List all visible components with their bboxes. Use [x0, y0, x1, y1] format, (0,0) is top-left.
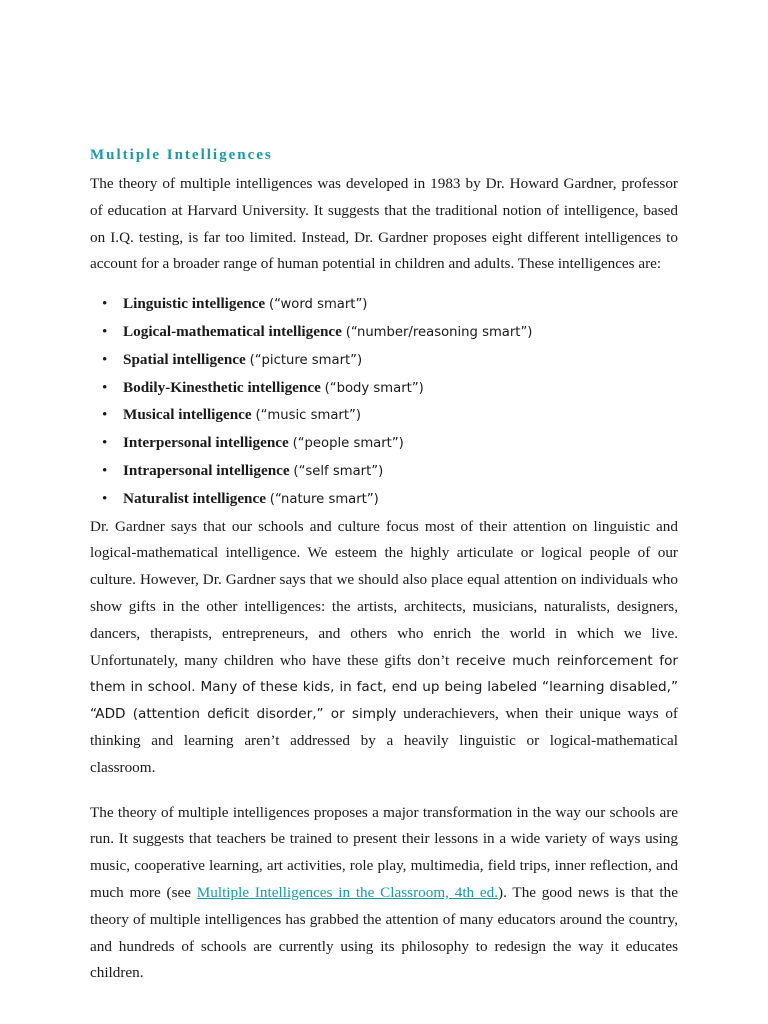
intelligence-description: (“body smart”) — [324, 380, 424, 396]
list-item — [90, 291, 678, 319]
list-item — [90, 458, 678, 486]
intro-paragraph: The theory of multiple intelligences was developed in 1983 by Dr. Howard Gardner, professor of education at Harvard University. It suggests that the traditional notion of intelligence, based on I.Q. testing, is far too limited. Instead, Dr. Gardner proposes eight different intelligences to account for a broader range of human potential in children and adults. These intelligences are: — [90, 175, 678, 273]
transformation-paragraph — [90, 800, 678, 988]
document-page — [90, 142, 678, 987]
bullet-icon: • — [102, 350, 108, 368]
intelligence-term: Spatial intelligence — [123, 350, 246, 368]
paragraph-text: ). The good news is that the theory of multiple intelligences has grabbed the attention of many educators around the country, and hundreds of schools are currently using its philosophy to redesign the way it educates children. — [90, 883, 678, 982]
page-title: Multiple Intelligences — [90, 147, 273, 163]
intelligence-description: (“self smart”) — [293, 463, 384, 479]
schools-culture-paragraph — [90, 514, 678, 782]
intelligence-term: Interpersonal intelligence — [123, 434, 289, 452]
paragraph-text: underachievers, when their unique ways of thinking and learning aren’t addressed by a heavily linguistic or logical-mathematical classroom. — [90, 705, 678, 776]
intelligence-term: Logical-mathematical intelligence — [123, 322, 342, 340]
intelligence-description: (“picture smart”) — [249, 352, 363, 368]
list-item — [90, 430, 678, 458]
bullet-icon: • — [102, 295, 108, 313]
intelligence-term: Naturalist intelligence — [123, 489, 266, 507]
intelligence-term: Musical intelligence — [123, 406, 252, 424]
paragraph-text-sans: receive much reinforcement for them in school. Many of these kids, in fact, end up being labeled “learning disabled,” “ADD (attention deficit disorder,” or simply — [90, 652, 678, 723]
intelligence-description: (“nature smart”) — [269, 491, 379, 507]
paragraph-text: The theory of multiple intelligences proposes a major transformation in the way our schools are run. It suggests that teachers be trained to present their lessons in a wide variety of ways using music, cooperative learning, art activities, role play, multimedia, field trips, inner reflection, and much more (see — [90, 803, 678, 901]
bullet-icon: • — [102, 378, 108, 396]
list-item — [90, 402, 678, 430]
bullet-icon: • — [102, 406, 108, 424]
intelligences-list — [90, 291, 678, 513]
bullet-icon: • — [102, 461, 108, 479]
intelligence-term: Linguistic intelligence — [123, 295, 266, 313]
intelligence-term: Bodily-Kinesthetic intelligence — [123, 378, 321, 396]
intelligence-description: (“music smart”) — [255, 408, 361, 424]
intelligence-description: (“number/reasoning smart”) — [345, 324, 533, 340]
paragraph-text: Dr. Gardner says that our schools and culture focus most of their attention on linguistic and logical-mathematical intelligence. We esteem the highly articulate or logical people of our culture. However, Dr. Gardner says that we should also place equal attention on individuals who show gifts in the other intelligences: the artists, architects, musicians, naturalists, designers, dancers, therapists, entrepreneurs, and others who enrich the world in which we live. Unfortunately, many children who have these gifts don’t — [90, 517, 678, 669]
bullet-icon: • — [102, 322, 108, 340]
intelligence-term: Intrapersonal intelligence — [123, 461, 290, 479]
bullet-icon: • — [102, 434, 108, 452]
intelligence-description: (“word smart”) — [268, 297, 368, 313]
intelligence-description: (“people smart”) — [292, 436, 404, 452]
list-item — [90, 319, 678, 347]
list-item — [90, 375, 678, 403]
classroom-book-link[interactable]: Multiple Intelligences in the Classroom, 4th ed. — [196, 883, 499, 901]
list-item — [90, 347, 678, 375]
list-item — [90, 486, 678, 514]
bullet-icon: • — [102, 489, 108, 507]
